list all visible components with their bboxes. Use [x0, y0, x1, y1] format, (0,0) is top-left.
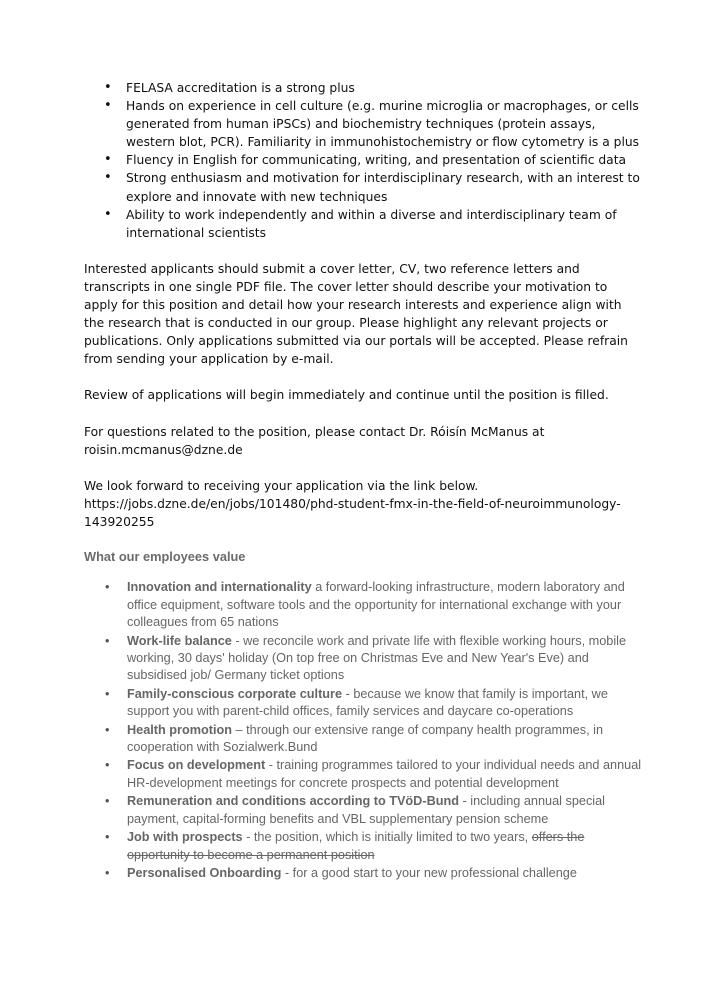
- value-struck-text: offers the opportunity to become a permanent position: [127, 830, 585, 862]
- value-title: Work-life balance: [127, 633, 232, 648]
- requirement-item: • Fluency in English for communicating, writing, and presentation of scientific data: [84, 151, 644, 169]
- value-item: [84, 686, 644, 721]
- value-text: - the position, which is initially limited to two years,: [242, 830, 532, 845]
- value-item: [84, 829, 644, 864]
- requirement-item: • FELASA accreditation is a strong plus: [84, 79, 644, 97]
- requirement-item: • Strong enthusiasm and motivation for interdisciplinary research, with an interest to explore and innovate with new techniques: [84, 169, 644, 205]
- review-paragraph: Review of applications will begin immediately and continue until the position is filled.: [84, 388, 609, 403]
- value-text: a forward-looking infrastructure, modern laboratory and office equipment, software tools and the opportunity for international exchange with your colleagues from 65 nations: [127, 580, 625, 630]
- value-text: - because we know that family is important, we support you with parent-child offices, family services and daycare co-operations: [127, 686, 608, 719]
- contact-text: For questions related to the position, please contact Dr. Róisín McManus at: [84, 424, 545, 439]
- closing-text: We look forward to receiving your application via the link below.: [84, 478, 479, 493]
- value-text: - training programmes tailored to your individual needs and annual HR-development meetings for concrete prospects and potential development: [127, 758, 642, 790]
- requirements-section: [84, 79, 644, 531]
- contact-paragraph: [84, 423, 644, 459]
- value-text: - for a good start to your new professional challenge: [281, 865, 577, 880]
- value-title: Focus on development: [127, 758, 266, 773]
- value-title: Family-conscious corporate culture: [127, 686, 343, 701]
- values-list: [84, 579, 644, 882]
- job-url-link[interactable]: https://jobs.dzne.de/en/jobs/101480/phd-student-fmx-in-the-field-of-neuroimmunology-143920255: [84, 496, 621, 529]
- value-title: Health promotion: [127, 722, 233, 737]
- closing-paragraph: [84, 477, 644, 531]
- requirement-item: • Hands on experience in cell culture (e.g. murine microglia or macrophages, or cells generated from human iPSCs) and biochemistry techniques (protein assays, western blot, PCR). Familiarity in immunohistochemistry or flow cytometry is a plus: [84, 97, 644, 151]
- value-title: Innovation and internationality: [127, 580, 312, 595]
- value-item: [84, 793, 644, 828]
- application-paragraph: Interested applicants should submit a cover letter, CV, two reference letters and transcripts in one single PDF file. The cover letter should describe your motivation to apply for this position and detail how your research interests and experience align with the research that is conducted in our group. Please highlight any relevant projects or publications. Only applications submitted via our portals will be accepted. Please refrain from sending your application by e-mail.: [84, 261, 628, 367]
- value-title: Remuneration and conditions according to TVöD-Bund: [127, 794, 459, 809]
- values-heading: What our employees value: [84, 549, 246, 564]
- requirements-list: [84, 79, 644, 242]
- requirement-item: • Ability to work independently and within a diverse and interdisciplinary team of international scientists: [84, 206, 644, 242]
- contact-email-link[interactable]: roisin.mcmanus@dzne.de: [84, 442, 243, 457]
- value-text: - including annual special payment, capital-forming benefits and VBL supplementary pension scheme: [127, 794, 605, 826]
- value-title: Personalised Onboarding: [127, 865, 282, 880]
- value-item: [84, 722, 644, 757]
- value-item: [84, 579, 644, 631]
- values-section: [84, 548, 644, 883]
- value-item: [84, 633, 644, 685]
- value-text: – through our extensive range of company health programmes, in cooperation with Sozialwerk.Bund: [127, 722, 603, 755]
- value-text: - we reconcile work and private life with flexible working hours, mobile working, 30 days' holiday (On top free on Christmas Eve and New Year's Eve) and subsidised job/ Germany ticket options: [127, 633, 627, 683]
- value-item: [84, 865, 644, 882]
- value-item: [84, 757, 644, 792]
- value-title: Job with prospects: [127, 830, 243, 845]
